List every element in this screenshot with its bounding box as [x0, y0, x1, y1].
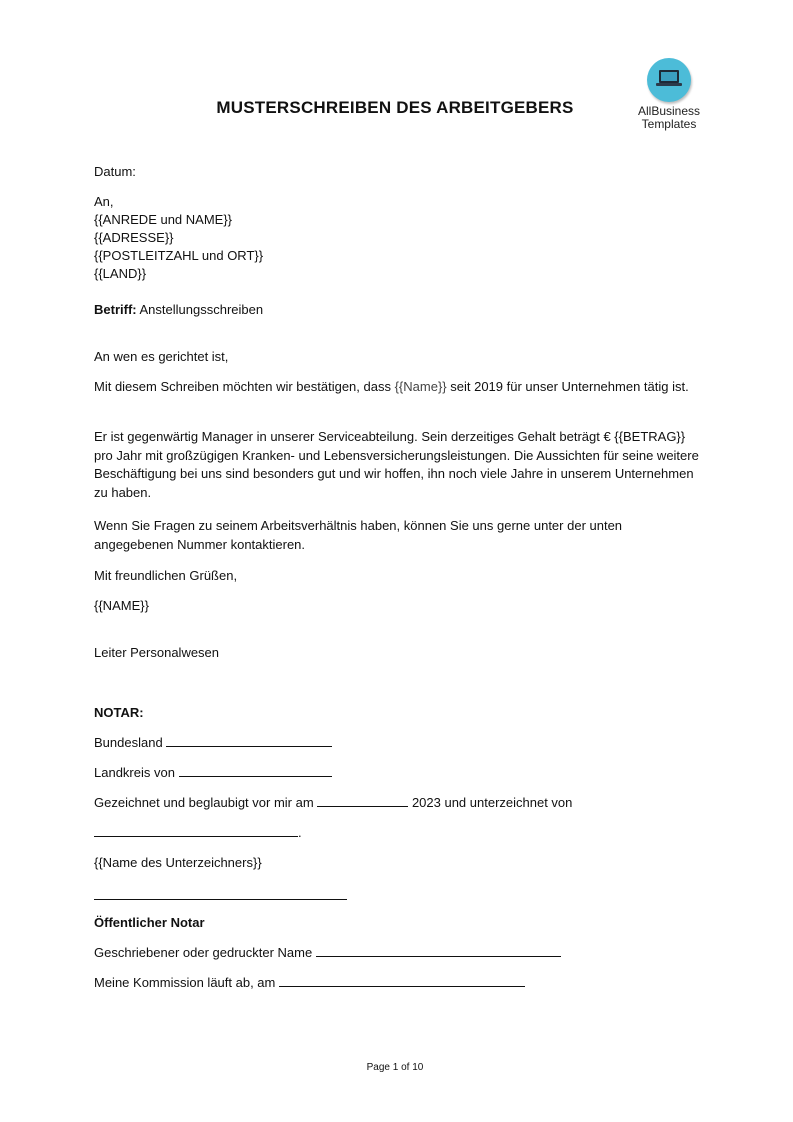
address-to: An, [94, 194, 114, 209]
address-country: {{LAND}} [94, 266, 147, 281]
county-field [94, 764, 332, 782]
signer-title: Leiter Personalwesen [94, 645, 220, 660]
paragraph-2: Er ist gegenwärtig Manager in unserer Serviceabteilung. Sein derzeitiges Gehalt beträgt € {{BETRAG}} pro Jahr mit großzügigen Kranken- und Lebensversicherungsleistungen. Die Aussichten für seine weitere Beschäftigung bei uns sind besonders gut und wir hoffen, ihn noch viele Jahre in unserem Unternehmen zu haben. [94, 429, 699, 500]
period: . [298, 825, 302, 840]
logo-text-line2: Templates [641, 117, 697, 131]
closing: Mit freundlichen Grüßen, [94, 568, 238, 583]
commission-blank-line[interactable] [279, 974, 525, 987]
county-blank-line[interactable] [179, 764, 332, 777]
signed-before-label: Gezeichnet und beglaubigt vor mir am [94, 795, 314, 810]
paragraph-3: Wenn Sie Fragen zu seinem Arbeitsverhältnis haben, können Sie uns gerne unter der unten angegebenen Nummer kontaktieren. [94, 518, 623, 552]
county-label: Landkreis von [94, 765, 175, 780]
paragraph-1 [94, 378, 699, 397]
address-zip-city: {{POSTLEITZAHL und ORT}} [94, 248, 264, 263]
state-field [94, 734, 332, 752]
signer-blank-field [94, 824, 302, 842]
public-notary-heading: Öffentlicher Notar [94, 915, 205, 930]
logo-text-line1: AllBusiness [637, 104, 701, 118]
date-blank-line[interactable] [317, 794, 408, 807]
address-street: {{ADRESSE}} [94, 230, 174, 245]
notary-heading: NOTAR: [94, 705, 144, 720]
signed-before-field [94, 794, 572, 812]
signer-blank-line[interactable] [94, 824, 298, 837]
year-text: 2023 und unterzeichnet von [411, 795, 573, 810]
name-placeholder: {{Name}} [394, 379, 447, 394]
signer-name: {{NAME}} [94, 598, 149, 613]
subject-text: Anstellungsschreiben [139, 302, 264, 317]
paragraph-1-before: Mit diesem Schreiben möchten wir bestätigen, dass [94, 379, 395, 394]
state-blank-line[interactable] [166, 734, 332, 747]
date-label: Datum: [94, 164, 136, 179]
greeting: An wen es gerichtet ist, [94, 349, 229, 364]
printed-name-field [94, 944, 561, 962]
subject-label: Betriff: [94, 302, 137, 317]
printed-name-blank-line[interactable] [316, 944, 561, 957]
state-label: Bundesland [94, 735, 163, 750]
laptop-icon [647, 58, 691, 102]
company-logo [632, 58, 706, 131]
printed-name-label: Geschriebener oder gedruckter Name [94, 945, 313, 960]
address-name: {{ANREDE und NAME}} [94, 212, 233, 227]
page-footer: Page 1 of 10 [366, 1062, 424, 1073]
document-title: MUSTERSCHREIBEN DES ARBEITGEBERS [216, 98, 574, 117]
commission-label: Meine Kommission läuft ab, am [94, 975, 276, 990]
signature-line[interactable] [94, 899, 347, 900]
signer-placeholder: {{Name des Unterzeichners}} [94, 855, 262, 870]
commission-field [94, 974, 525, 992]
subject-line [94, 301, 263, 319]
paragraph-1-after: seit 2019 für unser Unternehmen tätig ist. [446, 379, 689, 394]
